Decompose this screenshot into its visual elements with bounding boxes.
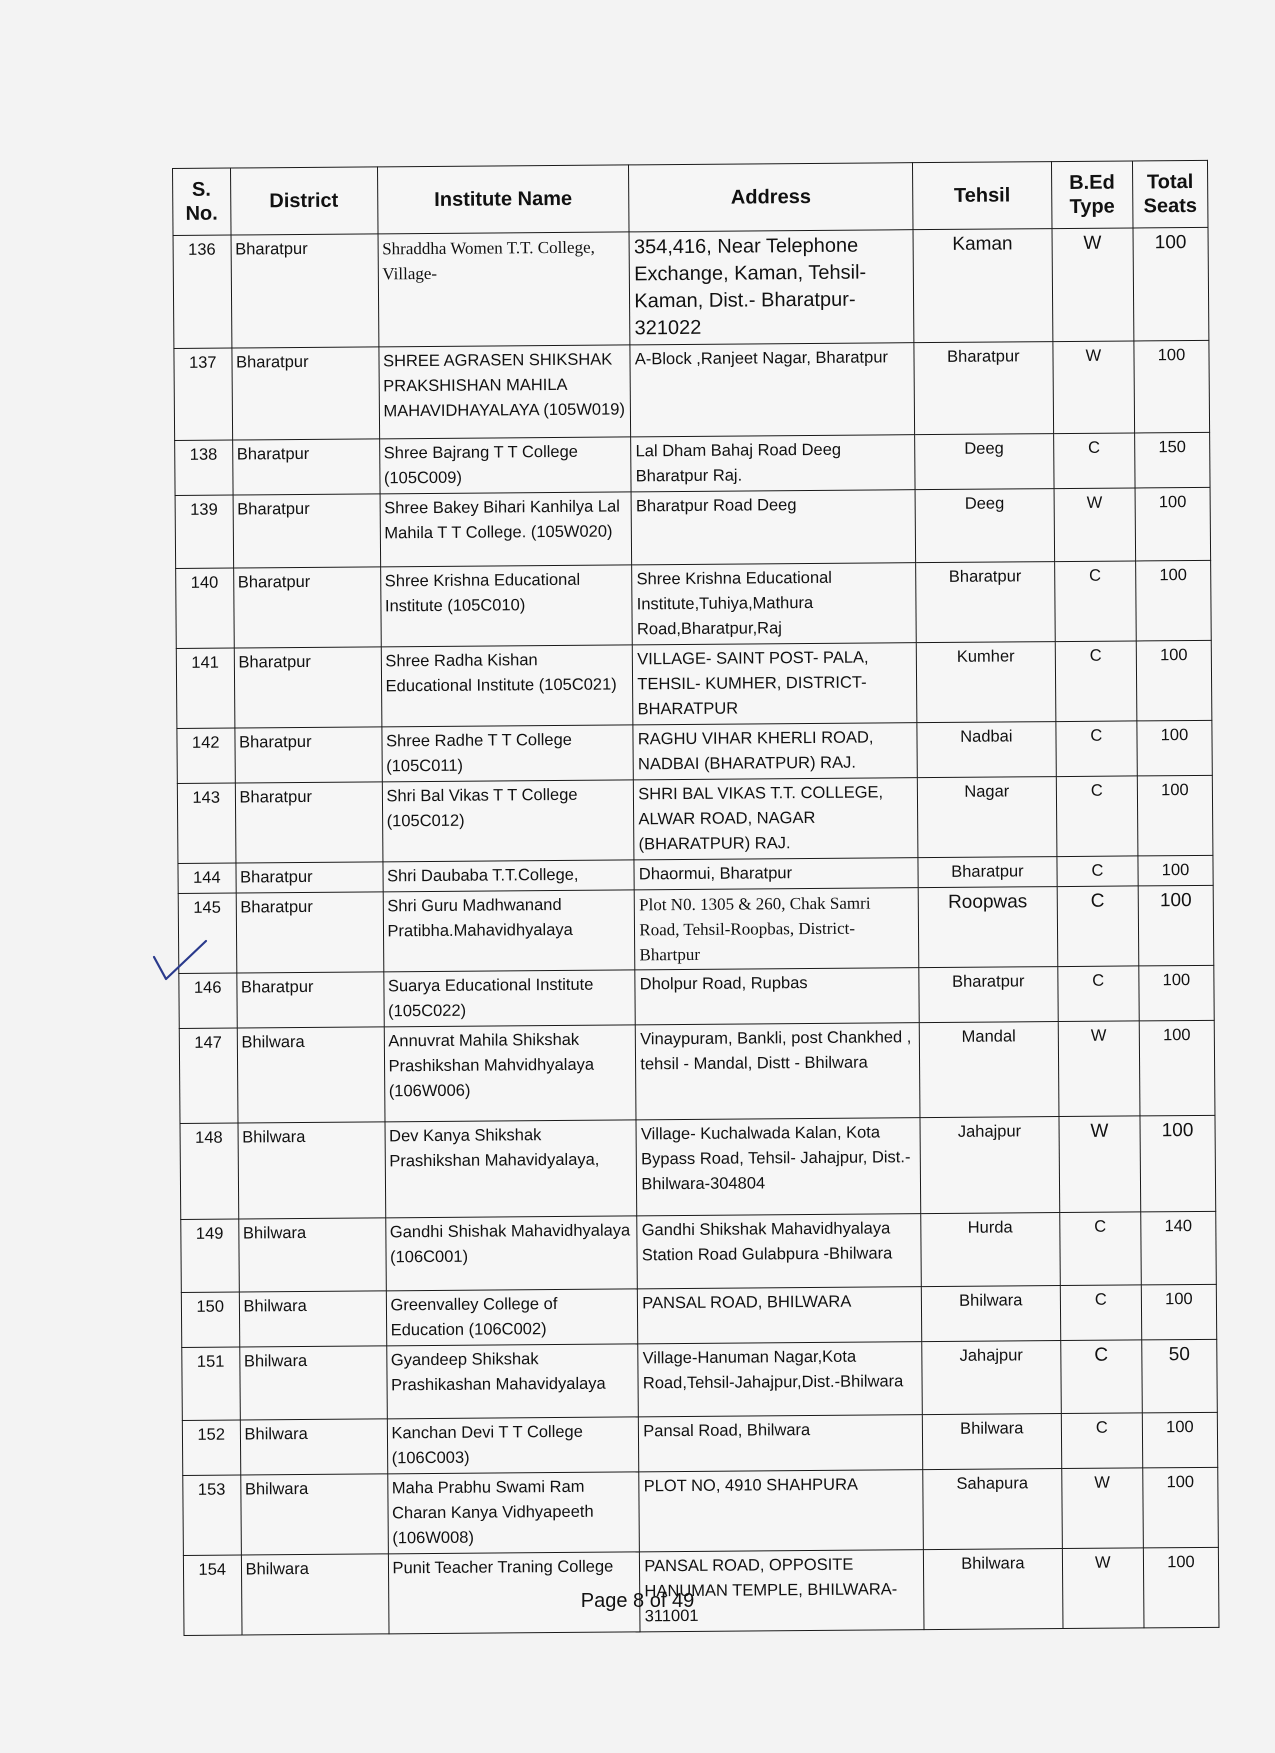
- table-row: [182, 1339, 1218, 1420]
- cell-sno: 136: [173, 235, 231, 348]
- cell-total-seats: 100: [1143, 1547, 1219, 1628]
- cell-bed-type: C: [1056, 776, 1138, 857]
- cell-tehsil: Sahapura: [923, 1469, 1062, 1550]
- cell-bed-type: W: [1058, 1021, 1140, 1117]
- cell-district: Bhilwara: [240, 1419, 387, 1475]
- cell-institute-name: Shree Radhe T T College (105C011): [381, 725, 633, 782]
- cell-address: Bharatpur Road Deeg: [631, 490, 915, 565]
- cell-institute-name: Shri Daubaba T.T.College,: [382, 860, 634, 892]
- cell-tehsil: Deeg: [915, 434, 1054, 490]
- cell-bed-type: W: [1054, 488, 1136, 562]
- cell-total-seats: 100: [1133, 227, 1209, 341]
- cell-bed-type: W: [1062, 1548, 1144, 1629]
- cell-total-seats: 100: [1140, 1115, 1216, 1212]
- table-row: [181, 1211, 1217, 1292]
- cell-bed-type: W: [1053, 341, 1135, 434]
- cell-tehsil: Bhilwara: [923, 1549, 1062, 1630]
- cell-sno: 146: [179, 973, 237, 1028]
- cell-total-seats: 100: [1136, 640, 1212, 721]
- cell-address: SHRI BAL VIKAS T.T. COLLEGE, ALWAR ROAD, NAGAR (BHARATPUR) RAJ.: [634, 778, 918, 860]
- cell-sno: 137: [174, 348, 232, 440]
- cell-total-seats: 100: [1135, 487, 1211, 561]
- cell-tehsil: Mandal: [919, 1022, 1058, 1118]
- cell-district: Bhilwara: [241, 1554, 389, 1635]
- cell-institute-name: Suarya Educational Institute (105C022): [383, 970, 635, 1027]
- cell-bed-type: W: [1061, 1468, 1143, 1549]
- col-header-district: District: [230, 167, 377, 235]
- cell-tehsil: Hurda: [921, 1213, 1060, 1287]
- cell-address: PANSAL ROAD, OPPOSITE HANUMAN TEMPLE, BHILWARA-311001: [640, 1550, 924, 1632]
- cell-district: Bharatpur: [234, 647, 382, 728]
- cell-bed-type: C: [1053, 433, 1135, 489]
- cell-institute-name: Shree Radha Kishan Educational Institute (105C021): [381, 645, 633, 727]
- cell-tehsil: Nagar: [917, 777, 1056, 858]
- cell-bed-type: C: [1060, 1285, 1142, 1341]
- institute-table: [172, 160, 1219, 1636]
- cell-district: Bharatpur: [235, 782, 383, 863]
- cell-sno: 153: [183, 1475, 241, 1555]
- cell-institute-name: Greenvalley College of Education (106C002): [386, 1289, 638, 1346]
- cell-bed-type: W: [1059, 1116, 1141, 1213]
- cell-bed-type: C: [1058, 966, 1140, 1022]
- cell-total-seats: 100: [1139, 1020, 1215, 1116]
- cell-tehsil: Bharatpur: [914, 342, 1053, 435]
- table-row: [182, 1412, 1217, 1475]
- cell-district: Bharatpur: [231, 234, 379, 348]
- table-row: [176, 640, 1212, 728]
- cell-bed-type: C: [1057, 856, 1138, 887]
- cell-district: Bhilwara: [238, 1218, 386, 1292]
- cell-tehsil: Bharatpur: [916, 562, 1055, 643]
- col-header-tehsil: Tehsil: [912, 162, 1051, 230]
- cell-bed-type: C: [1060, 1340, 1142, 1414]
- table-row: [183, 1467, 1219, 1555]
- table-row: [177, 775, 1213, 863]
- cell-tehsil: Kumher: [916, 642, 1055, 723]
- cell-district: Bharatpur: [233, 494, 381, 568]
- table-row: [177, 720, 1212, 783]
- cell-address: Gandhi Shikshak Mahavidhyalaya Station Road Gulabpura -Bhilwara: [637, 1214, 921, 1289]
- cell-total-seats: 140: [1141, 1211, 1217, 1285]
- cell-institute-name: Maha Prabhu Swami Ram Charan Kanya Vidhyapeeth (106W008): [387, 1472, 639, 1554]
- cell-address: A-Block ,Ranjeet Nagar, Bharatpur: [630, 343, 914, 437]
- cell-district: Bharatpur: [232, 439, 379, 495]
- cell-institute-name: Shree Bakey Bihari Kanhilya Lal Mahila T T College. (105W020): [380, 492, 632, 567]
- cell-institute-name: Punit Teacher Traning College: [388, 1552, 640, 1634]
- cell-tehsil: Bharatpur: [919, 967, 1058, 1023]
- cell-institute-name: Dev Kanya Shikshak Prashikshan Mahavidyalaya,: [385, 1120, 638, 1218]
- cell-total-seats: 100: [1137, 775, 1213, 856]
- col-header-institute-name: Institute Name: [377, 165, 629, 234]
- cell-address: Village- Kuchalwada Kalan, Kota Bypass Road, Tehsil- Jahajpur, Dist.-Bhilwara-304804: [636, 1118, 920, 1216]
- cell-district: Bharatpur: [234, 727, 381, 783]
- col-header-total-seats: Total Seats: [1132, 160, 1208, 228]
- page-number: Page 8 of 49: [580, 1590, 695, 1612]
- cell-tehsil: Bharatpur: [918, 857, 1057, 888]
- table-row: [173, 227, 1209, 348]
- cell-sno: 147: [179, 1028, 237, 1123]
- col-header-bed-type: B.Ed Type: [1051, 161, 1133, 229]
- cell-total-seats: 100: [1139, 965, 1215, 1021]
- table-row: [178, 885, 1214, 973]
- cell-bed-type: C: [1061, 1413, 1143, 1469]
- cell-total-seats: 100: [1134, 340, 1210, 433]
- cell-tehsil: Jahajpur: [922, 1341, 1061, 1415]
- cell-sno: 138: [175, 440, 233, 495]
- cell-tehsil: Deeg: [915, 489, 1054, 563]
- cell-bed-type: C: [1056, 721, 1138, 777]
- col-header-address: Address: [629, 163, 913, 232]
- cell-total-seats: 100: [1136, 560, 1212, 641]
- cell-sno: 139: [175, 495, 233, 568]
- cell-sno: 151: [182, 1347, 240, 1420]
- cell-sno: 149: [181, 1219, 239, 1292]
- cell-total-seats: 50: [1142, 1339, 1218, 1413]
- cell-address: RAGHU VIHAR KHERLI ROAD, NADBAI (BHARATPUR) RAJ.: [633, 723, 917, 780]
- cell-district: Bhilwara: [239, 1346, 387, 1420]
- cell-address: Dholpur Road, Rupbas: [635, 968, 919, 1025]
- cell-district: Bharatpur: [236, 862, 383, 893]
- cell-address: VILLAGE- SAINT POST- PALA, TEHSIL- KUMHER, DISTRICT- BHARATPUR: [633, 643, 917, 725]
- cell-total-seats: 100: [1143, 1467, 1219, 1548]
- cell-institute-name: Shree Bajrang T T College (105C009): [379, 437, 631, 494]
- table-row: [181, 1284, 1216, 1347]
- table-header-row: [173, 160, 1208, 235]
- cell-sno: 141: [176, 648, 234, 728]
- cell-institute-name: Annuvrat Mahila Shikshak Prashikshan Mahvidhyalaya (106W006): [384, 1025, 637, 1122]
- cell-address: Plot N0. 1305 & 260, Chak Samri Road, Tehsil-Roopbas, District-Bhartpur: [634, 888, 918, 970]
- cell-tehsil: Bhilwara: [921, 1286, 1060, 1342]
- table-row: [174, 340, 1210, 440]
- cell-institute-name: SHREE AGRASEN SHIKSHAK PRAKSHISHAN MAHILA MAHAVIDHAYALAYA (105W019): [378, 345, 631, 439]
- cell-sno: 148: [180, 1123, 238, 1219]
- cell-total-seats: 100: [1138, 885, 1214, 966]
- cell-institute-name: Shraddha Women T.T. College, Village-: [378, 232, 631, 347]
- cell-sno: 142: [177, 728, 235, 783]
- cell-address: Dhaormui, Bharatpur: [634, 858, 918, 890]
- cell-tehsil: Jahajpur: [920, 1117, 1059, 1214]
- cell-bed-type: C: [1054, 561, 1136, 642]
- cell-total-seats: 100: [1138, 855, 1213, 886]
- cell-address: PLOT NO, 4910 SHAHPURA: [639, 1470, 923, 1552]
- cell-institute-name: Gandhi Shishak Mahavidhyalaya (106C001): [385, 1216, 637, 1291]
- cell-sno: 145: [178, 893, 236, 973]
- check-mark-icon: [150, 935, 210, 985]
- cell-district: Bhilwara: [240, 1474, 388, 1555]
- cell-tehsil: Roopwas: [918, 887, 1057, 968]
- cell-sno: 152: [182, 1420, 240, 1475]
- cell-institute-name: Gyandeep Shikshak Prashikashan Mahavidyalaya: [386, 1344, 638, 1419]
- cell-district: Bharatpur: [236, 972, 383, 1028]
- cell-district: Bhilwara: [239, 1291, 386, 1347]
- table-row: [176, 560, 1212, 648]
- cell-address: 354,416, Near Telephone Exchange, Kaman, Tehsil-Kaman, Dist.- Bharatpur-321022: [629, 230, 914, 345]
- col-header-sno: S. No.: [173, 168, 231, 235]
- cell-sno: 140: [176, 568, 234, 648]
- cell-address: Shree Krishna Educational Institute,Tuhiya,Mathura Road,Bharatpur,Raj: [632, 563, 916, 645]
- table-row: [179, 1020, 1215, 1123]
- cell-address: Pansal Road, Bhilwara: [639, 1415, 923, 1472]
- cell-district: Bhilwara: [238, 1122, 386, 1219]
- table-row: [175, 487, 1211, 568]
- cell-address: PANSAL ROAD, BHILWARA: [638, 1287, 922, 1344]
- cell-bed-type: W: [1052, 228, 1134, 342]
- table-row: [175, 432, 1210, 495]
- cell-total-seats: 100: [1142, 1412, 1218, 1468]
- cell-bed-type: C: [1055, 641, 1137, 722]
- cell-institute-name: Shree Krishna Educational Institute (105C010): [380, 565, 632, 647]
- table-row: [179, 965, 1214, 1028]
- cell-address: Lal Dham Bahaj Road Deeg Bharatpur Raj.: [631, 435, 915, 492]
- cell-bed-type: C: [1057, 886, 1139, 967]
- cell-total-seats: 100: [1141, 1284, 1217, 1340]
- cell-district: Bharatpur: [236, 892, 384, 973]
- cell-sno: 150: [181, 1292, 239, 1347]
- cell-total-seats: 100: [1137, 720, 1213, 776]
- cell-sno: 143: [177, 783, 235, 863]
- cell-district: Bharatpur: [231, 347, 379, 440]
- cell-tehsil: Bhilwara: [922, 1414, 1061, 1470]
- cell-address: Vinaypuram, Bankli, post Chankhed , tehsil - Mandal, Distt - Bhilwara: [636, 1023, 920, 1120]
- cell-institute-name: Kanchan Devi T T College (106C003): [387, 1417, 639, 1474]
- cell-total-seats: 150: [1135, 432, 1211, 488]
- cell-district: Bhilwara: [237, 1027, 385, 1123]
- cell-bed-type: C: [1059, 1212, 1141, 1286]
- cell-institute-name: Shri Bal Vikas T T College (105C012): [382, 780, 634, 862]
- cell-sno: 154: [183, 1555, 241, 1635]
- cell-institute-name: Shri Guru Madhwanand Pratibha.Mahavidhyalaya: [383, 890, 635, 972]
- cell-sno: 144: [178, 863, 236, 893]
- cell-tehsil: Kaman: [913, 229, 1053, 343]
- cell-address: Village-Hanuman Nagar,Kota Road,Tehsil-Jahajpur,Dist.-Bhilwara: [638, 1342, 922, 1417]
- table-row: [180, 1115, 1216, 1219]
- cell-tehsil: Nadbai: [917, 722, 1056, 778]
- cell-district: Bharatpur: [233, 567, 381, 648]
